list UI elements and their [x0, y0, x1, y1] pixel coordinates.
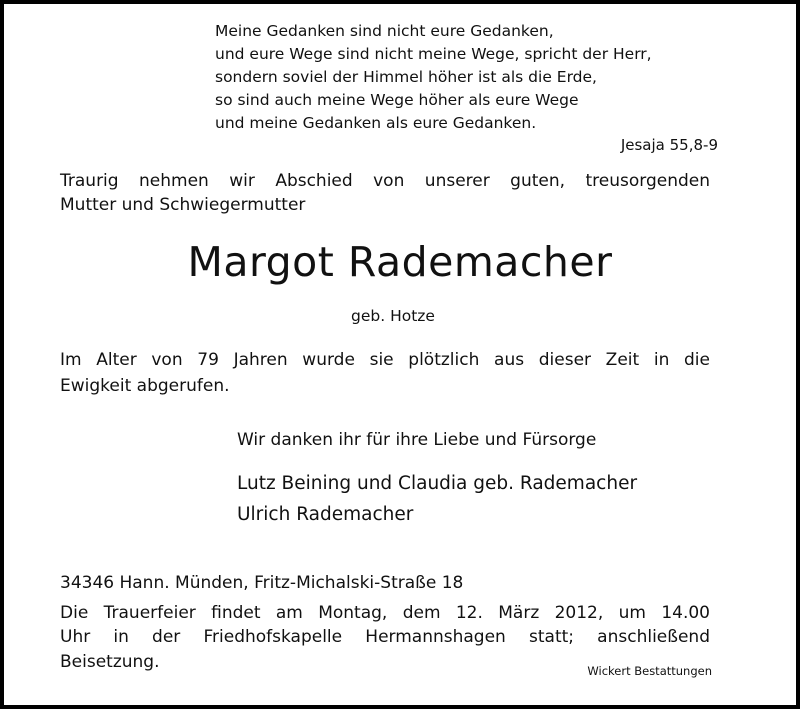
funeral-line: Beisetzung.	[60, 652, 160, 672]
verse-line: und meine Gedanken als eure Gedanken.	[215, 114, 537, 132]
mourner-name: Ulrich Rademacher	[237, 504, 414, 525]
verse-line: so sind auch meine Wege höher als eure Wege	[215, 91, 579, 109]
birth-name: geb. Hotze	[351, 307, 435, 325]
intro-line: Mutter und Schwiegermutter	[60, 195, 306, 215]
verse-line: Meine Gedanken sind nicht eure Gedanken,	[215, 22, 554, 40]
intro-line: Traurig nehmen wir Abschied von unserer guten, treusorgenden	[60, 171, 710, 191]
verse-reference: Jesaja 55,8-9	[620, 136, 718, 154]
thanks-text: Wir danken ihr für ihre Liebe und Fürsorge	[237, 430, 597, 450]
age-line: Ewigkeit abgerufen.	[60, 376, 230, 396]
funeral-line: Uhr in der Friedhofskapelle Hermannshagen statt; anschließend	[60, 627, 710, 647]
verse-line: und eure Wege sind nicht meine Wege, spricht der Herr,	[215, 45, 652, 63]
deceased-name: Margot Rademacher	[187, 238, 613, 286]
verse-line: sondern soviel der Himmel höher ist als die Erde,	[215, 68, 597, 86]
age-line: Im Alter von 79 Jahren wurde sie plötzlich aus dieser Zeit in die	[60, 350, 710, 370]
mourner-name: Lutz Beining und Claudia geb. Rademacher	[237, 473, 638, 494]
funeral-line: Die Trauerfeier findet am Montag, dem 12. März 2012, um 14.00	[60, 603, 710, 623]
address: 34346 Hann. Münden, Fritz-Michalski-Straße 18	[60, 573, 464, 593]
undertaker: Wickert Bestattungen	[587, 664, 712, 678]
